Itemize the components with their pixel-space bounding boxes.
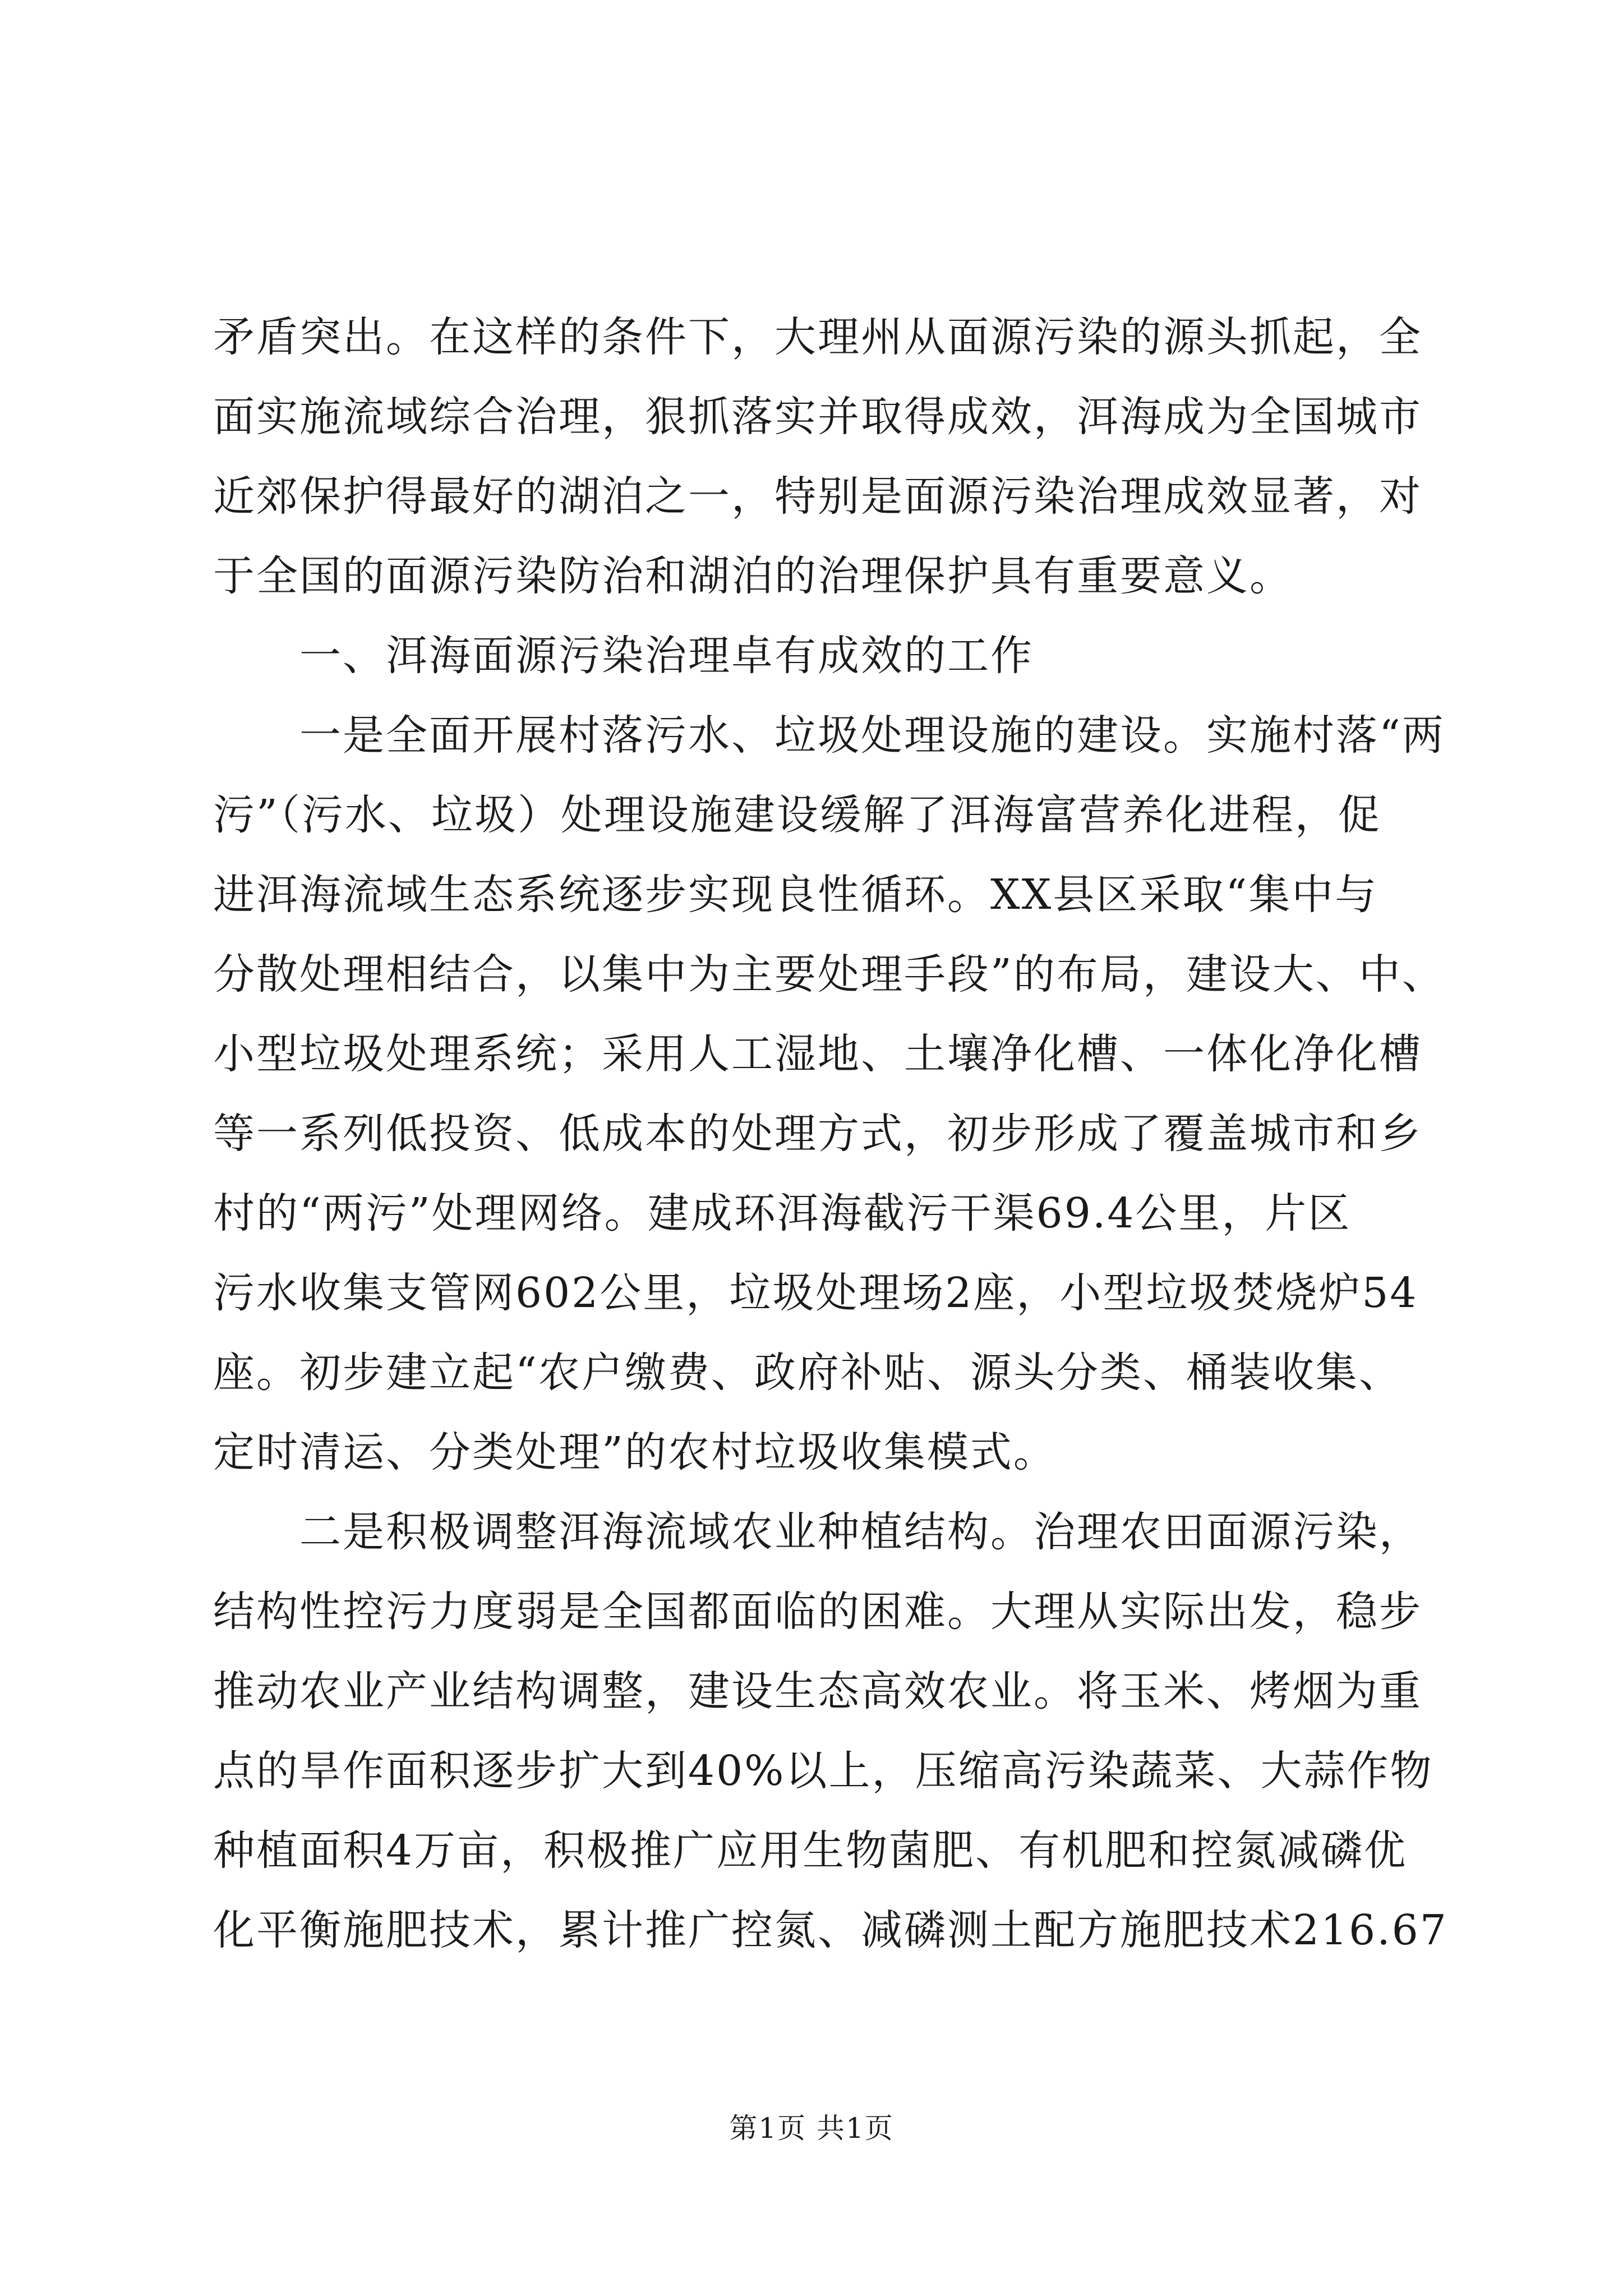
section-heading: 一、洱海面源污染治理卓有成效的工作 bbox=[213, 632, 1034, 680]
text-line: 结构性控污力度弱是全国都面临的困难。大理从实际出发，稳步 bbox=[213, 1588, 1422, 1636]
text-line: 近郊保护得最好的湖泊之一，特别是面源污染治理成效显著，对 bbox=[213, 472, 1422, 521]
text-line: 二是积极调整洱海流域农业种植结构。治理农田面源污染， bbox=[213, 1508, 1422, 1556]
text-line: 面实施流域综合治理，狠抓落实并取得成效，洱海成为全国城市 bbox=[213, 393, 1422, 441]
text-line: 等一系列低投资、低成本的处理方式，初步形成了覆盖城市和乡 bbox=[213, 1110, 1422, 1158]
text-line: 污水收集支管网602公里，垃圾处理场2座，小型垃圾焚烧炉54 bbox=[213, 1269, 1418, 1317]
text-line: 定时清运、分类处理”的农村垃圾收集模式。 bbox=[213, 1428, 1057, 1476]
text-line: 矛盾突出。在这样的条件下，大理州从面源污染的源头抓起，全 bbox=[213, 313, 1422, 361]
page-footer bbox=[0, 2110, 1623, 2146]
text-line: 村的“两污”处理网络。建成环洱海截污干渠69.4公里，片区 bbox=[213, 1189, 1352, 1237]
text-line: 推动农业产业结构调整，建设生态高效农业。将玉米、烤烟为重 bbox=[213, 1667, 1422, 1715]
page-number: 第1页 共1页 bbox=[729, 2112, 894, 2145]
text-line: 种植面积4万亩，积极推广应用生物菌肥、有机肥和控氮减磷优 bbox=[213, 1826, 1408, 1875]
text-line: 小型垃圾处理系统；采用人工湿地、土壤净化槽、一体化净化槽 bbox=[213, 1030, 1422, 1078]
text-line: 一是全面开展村落污水、垃圾处理设施的建设。实施村落“两 bbox=[213, 711, 1445, 760]
text-line: 座。初步建立起“农户缴费、政府补贴、源头分类、桶装收集、 bbox=[213, 1349, 1402, 1397]
body-text bbox=[213, 297, 1448, 1970]
text-line: 分散处理相结合，以集中为主要处理手段”的布局，建设大、中、 bbox=[213, 950, 1445, 999]
text-line: 进洱海流域生态系统逐步实现良性循环。XX县区采取“集中与 bbox=[213, 871, 1378, 919]
text-line: 化平衡施肥技术，累计推广控氮、减磷测土配方施肥技术216.67 bbox=[213, 1906, 1448, 1954]
text-line: 于全国的面源污染防治和湖泊的治理保护具有重要意义。 bbox=[213, 552, 1293, 600]
text-line: 污”（污水、垃圾）处理设施建设缓解了洱海富营养化进程，促 bbox=[213, 791, 1381, 839]
text-line: 点的旱作面积逐步扩大到40%以上，压缩高污染蔬菜、大蒜作物 bbox=[213, 1747, 1433, 1795]
